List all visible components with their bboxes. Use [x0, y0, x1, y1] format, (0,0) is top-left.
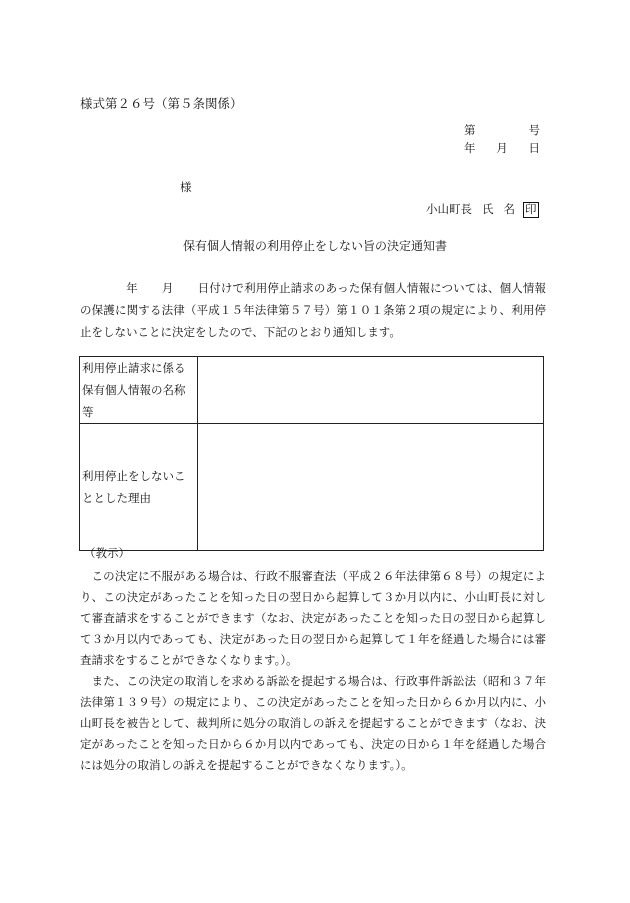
issuer-name-label-2: 名	[503, 202, 515, 216]
table-value-field	[198, 357, 544, 424]
info-table	[79, 356, 544, 551]
seal-box: 印	[525, 202, 537, 216]
issuer-block	[426, 202, 539, 218]
issuer-title: 小山町長	[426, 202, 472, 216]
body-text: 日付けで利用停止請求のあった保有個人情報については、個人情報の保護に関する法律（平成１５年法律第５７号）第１０１条第２項の規定により、利用停止をしないことに決定をしたので、下記のとおり通知します。	[80, 281, 547, 339]
table-value-field	[198, 424, 544, 551]
notice-paragraph: また、この決定の取消しを求める訴訟を提起する場合は、行政事件訴訟法（昭和３７年法律第１３９号）の規定により、この決定があったことを知った日から６か月以内に、小山町長を被告として、裁判所に処分の取消しの訴えを提起することができます（なお、決定があったことを知った日から６か月以内であっても、決定の日から１年を経過した場合には処分の取消しの訴えを提起することができなくなります。）。	[80, 674, 546, 772]
table-row	[80, 357, 544, 424]
date-month: 月	[496, 141, 508, 155]
table-label: 利用停止をしないこととした理由	[80, 424, 198, 551]
number-suffix: 号	[528, 123, 540, 137]
table-row	[80, 424, 544, 551]
body-year: 年	[126, 281, 138, 295]
issuer-name-label-1: 氏	[482, 202, 494, 216]
document-date	[464, 143, 540, 155]
addressee: 様	[180, 180, 192, 194]
table-label: 利用停止請求に係る保有個人情報の名称等	[80, 357, 198, 424]
document-number	[464, 125, 540, 137]
body-paragraph	[80, 277, 546, 343]
number-prefix: 第	[464, 123, 476, 137]
notice-heading: （教示）	[84, 546, 130, 560]
date-year: 年	[464, 141, 476, 155]
document-title: 保有個人情報の利用停止をしない旨の決定通知書	[182, 239, 447, 253]
notice-paragraph: この決定に不服がある場合は、行政不服審査法（平成２６年法律第６８号）の規定により、この決定があったことを知った日の翌日から起算して３か月以内に、小山町長に対して審査請求をすることができます（なお、決定があったことを知った日の翌日から起算して３か月以内であっても、決定があった日の翌日から起算して１年を経過した場合には審査請求をすることができなくなります。）。	[80, 569, 546, 667]
body-month: 月	[161, 281, 174, 295]
form-number: 様式第２６号（第５条関係）	[80, 96, 243, 111]
notice-section	[80, 566, 546, 776]
date-day: 日	[528, 141, 540, 155]
